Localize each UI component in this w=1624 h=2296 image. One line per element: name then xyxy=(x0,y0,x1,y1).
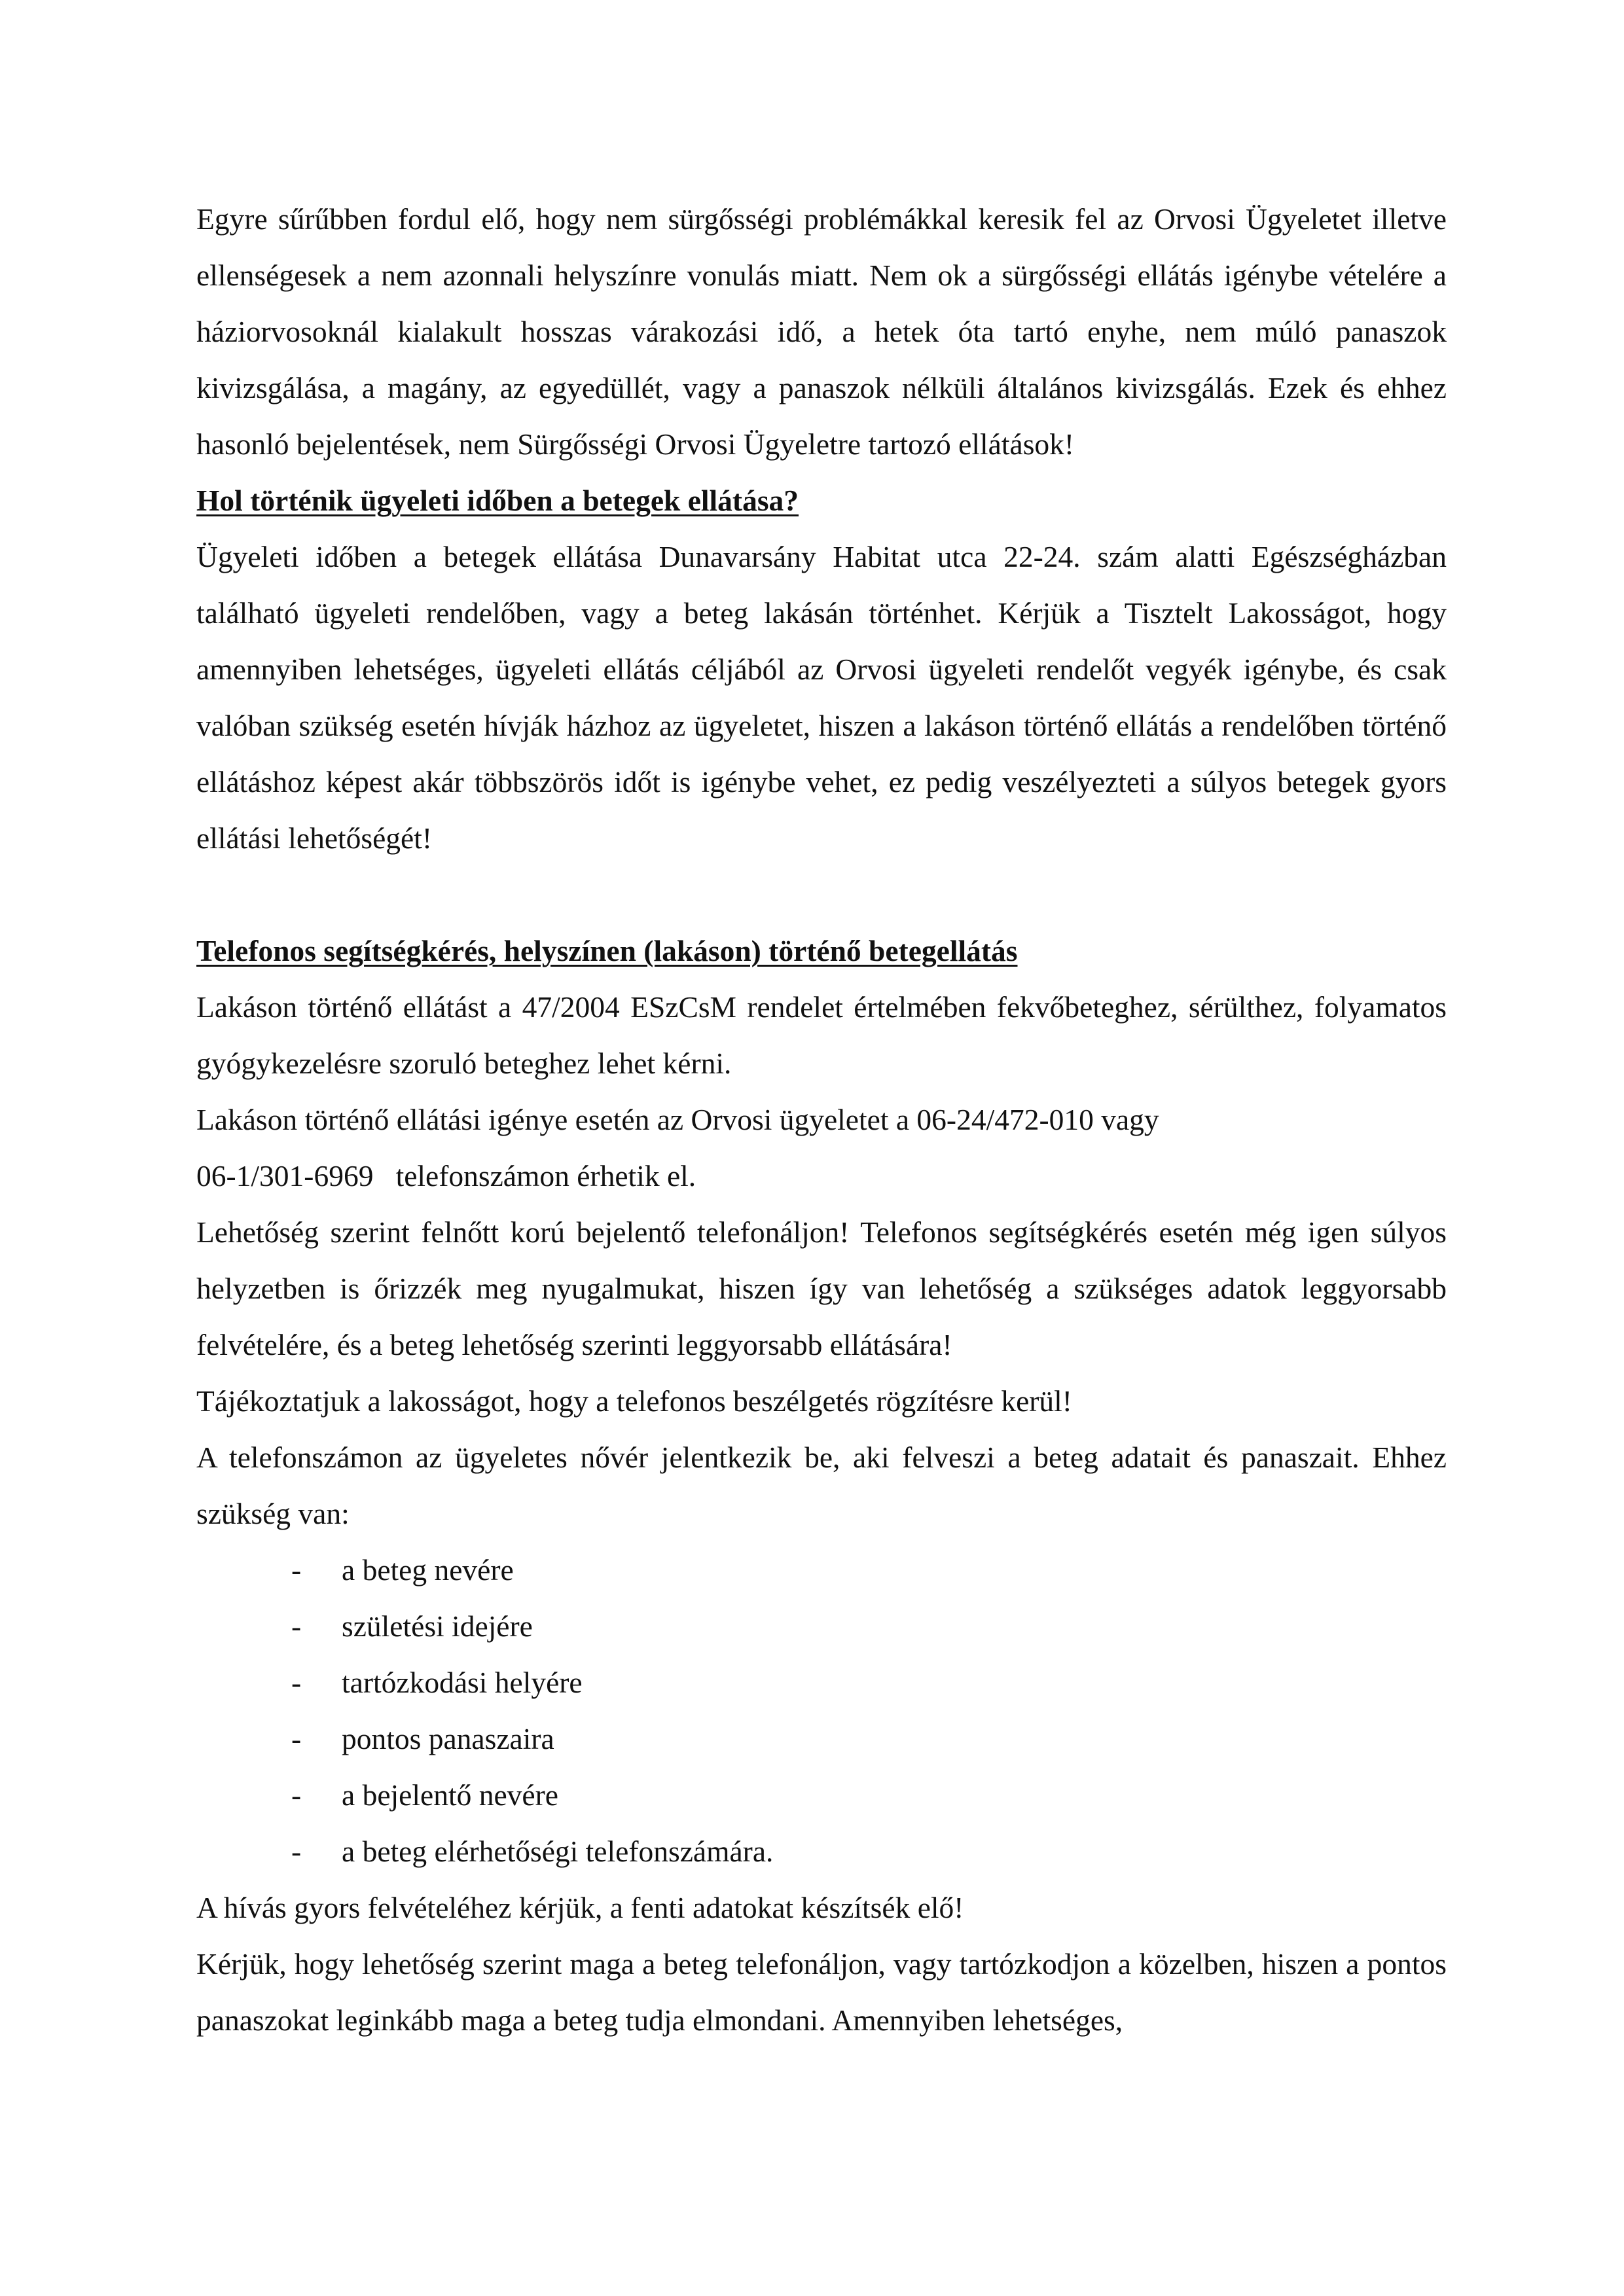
list-item-text: tartózkodási helyére xyxy=(342,1666,583,1699)
bullet-dash: - xyxy=(291,1778,302,1812)
list-item xyxy=(196,1711,1447,1767)
recording-notice: Tájékoztatjuk a lakosságot, hogy a telefonos beszélgetés rögzítésre kerül! xyxy=(196,1384,1072,1418)
home-care-paragraph: Lakáson történő ellátást a 47/2004 ESzCsM rendelet értelmében fekvőbeteghez, sérülthez, folyamatos gyógykezelésre szoruló beteghez lehet kérni. xyxy=(196,990,1447,1080)
bullet-dash: - xyxy=(291,1722,302,1755)
list-item xyxy=(196,1767,1447,1823)
list-item xyxy=(196,1542,1447,1598)
bullet-dash: - xyxy=(291,1553,302,1587)
list-item-text: a beteg nevére xyxy=(342,1553,514,1587)
intro-paragraph: Egyre sűrűbben fordul elő, hogy nem sürgősségi problémákkal keresik fel az Orvosi Ügyeletet illetve ellenségesek a nem azonnali helyszínre vonulás miatt. Nem ok a sürgősségi ellátás igénybe vételére a háziorvosoknál kialakult hosszas várakozási idő, a hetek óta tartó enyhe, nem múló panaszok kivizsgálása, a magány, az egyedüllét, vagy a panaszok nélküli általános kivizsgálás. Ezek és ehhez hasonló bejelentések, nem Sürgősségi Orvosi Ügyeletre tartozó ellátások! xyxy=(196,202,1447,461)
phone-numbers-line-1: Lakáson történő ellátási igénye esetén az Orvosi ügyeletet a 06-24/472-010 vagy xyxy=(196,1103,1159,1136)
list-item-text: a beteg elérhetőségi telefonszámára. xyxy=(342,1835,774,1868)
section-heading-phone-help: Telefonos segítségkérés, helyszínen (lakáson) történő betegellátás xyxy=(196,934,1018,967)
prepare-data-paragraph: A hívás gyors felvételéhez kérjük, a fenti adatokat készítsék elő! xyxy=(196,1891,964,1924)
list-item-text: születési idejére xyxy=(342,1609,533,1643)
care-location-paragraph: Ügyeleti időben a betegek ellátása Dunavarsány Habitat utca 22-24. szám alatti Egészségházban található ügyeleti rendelőben, vagy a beteg lakásán történhet. Kérjük a Tisztelt Lakosságot, hogy amennyiben lehetséges, ügyeleti ellátás céljából az Orvosi ügyeleti rendelőt vegyék igénybe, és csak valóban szükség esetén hívják házhoz az ügyeletet, hiszen a lakáson történő ellátás a rendelőben történő ellátáshoz képest akár többszörös időt is igénybe vehet, ez pedig veszélyezteti a súlyos betegek gyors ellátási lehetőségét! xyxy=(196,540,1447,855)
list-item-text: pontos panaszaira xyxy=(342,1722,554,1755)
list-item xyxy=(196,1655,1447,1711)
section-heading-care-location: Hol történik ügyeleti időben a betegek ellátása? xyxy=(196,484,799,517)
list-item-text: a bejelentő nevére xyxy=(342,1778,558,1812)
patient-call-paragraph: Kérjük, hogy lehetőség szerint maga a beteg telefonáljon, vagy tartózkodjon a közelben, hiszen a pontos panaszokat leginkább maga a beteg tudja elmondani. Amennyiben lehetséges, xyxy=(196,1947,1447,2037)
bullet-dash: - xyxy=(291,1666,302,1699)
adult-caller-paragraph: Lehetőség szerint felnőtt korú bejelentő telefonáljon! Telefonos segítségkérés esetén még igen súlyos helyzetben is őrizzék meg nyugalmukat, hiszen így van lehetőség a szükséges adatok leggyorsabb felvételére, és a beteg lehetőség szerinti leggyorsabb ellátására! xyxy=(196,1215,1447,1361)
list-item xyxy=(196,1823,1447,1880)
bullet-dash: - xyxy=(291,1835,302,1868)
required-data-list xyxy=(196,1542,1447,1880)
nurse-paragraph: A telefonszámon az ügyeletes nővér jelentkezik be, aki felveszi a beteg adatait és panaszait. Ehhez szükség van: xyxy=(196,1441,1447,1530)
phone-numbers-line-2: 06-1/301-6969 telefonszámon érhetik el. xyxy=(196,1159,696,1193)
list-item xyxy=(196,1598,1447,1655)
spacer xyxy=(196,867,1447,923)
page-body xyxy=(196,191,1447,2049)
bullet-dash: - xyxy=(291,1609,302,1643)
